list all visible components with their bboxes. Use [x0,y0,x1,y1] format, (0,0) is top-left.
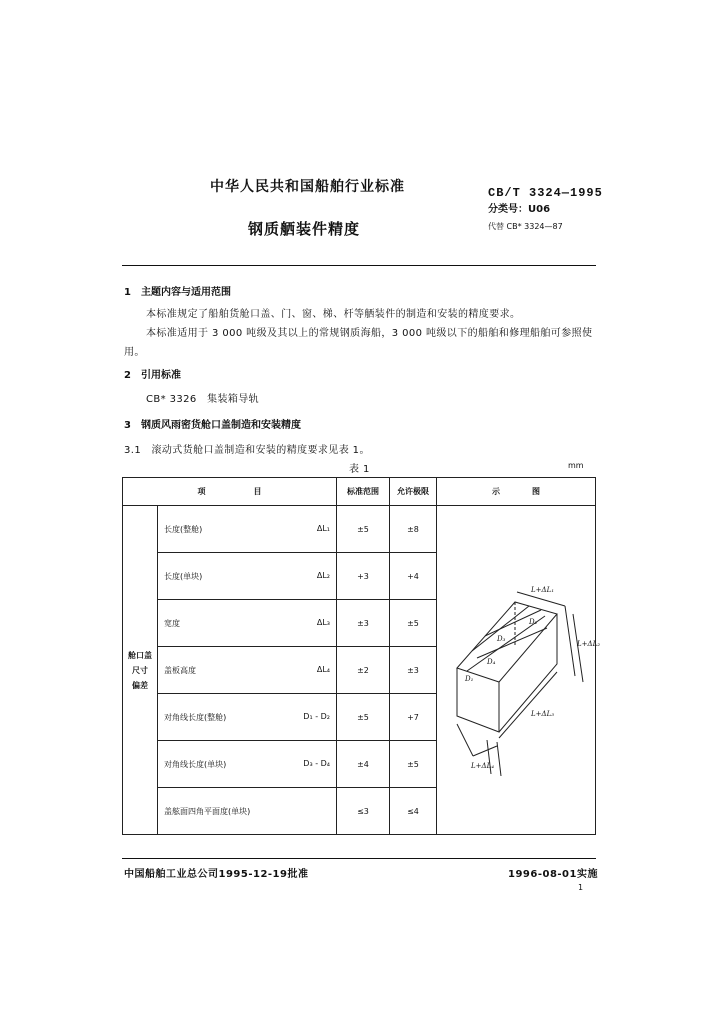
diagram-cell [437,506,601,835]
row-allowed: +4 [390,553,437,600]
section-3-1-text: 3.1 滚动式货舱口盖制造和安装的精度要求见表 1。 [124,445,370,456]
row-standard: ±3 [337,600,390,647]
header-diagram: 示 图 [437,478,596,506]
row-allowed: ±5 [390,741,437,788]
label-d3: D₃ [497,635,506,643]
standard-code: CB/T 3324—1995 [488,186,603,200]
row-name: 盖舷面四角平面度(单块) [158,788,337,835]
row-standard: ±4 [337,741,390,788]
label-d4: D₄ [487,658,496,666]
row-allowed: +7 [390,694,437,741]
section-2-heading: 2 引用标准 [124,370,181,381]
table-caption: 表 1 [349,464,370,475]
group-label: 舱口盖 尺寸 偏差 [123,506,158,835]
label-width: L+ΔL₃ [531,710,555,718]
row-allowed: ±8 [390,506,437,553]
section-3-heading: 3 钢质风雨密货舱口盖制造和安装精度 [124,420,301,431]
row-standard: ±2 [337,647,390,694]
classification-code: 分类号：U06 [488,204,551,215]
header-rule [122,265,596,266]
row-name: 对角线长度(整舱) D₁ - D₂ [158,694,337,741]
table-unit: mm [568,461,584,470]
row-name: 盖板高度 ΔL₄ [158,647,337,694]
section-1-paragraph-1: 本标准规定了船舶货舱口盖、门、窗、梯、杆等舾装件的制造和安装的精度要求。 [146,309,521,320]
label-length-total: L+ΔL₁ [531,586,555,594]
label-d1: D₁ [465,675,474,683]
page-number: 1 [578,883,584,892]
label-length-segment: L+ΔL₂ [577,640,601,648]
row-standard: ≤3 [337,788,390,835]
section-1-paragraph-2: 本标准适用于 3 000 吨级及其以上的常规钢质海船，3 000 吨级以下的船舶和修理船舶可参照使 [146,328,593,339]
header-item: 项 目 [123,478,337,506]
tolerance-table [122,477,601,835]
footer-rule [122,858,596,859]
row-allowed: ±5 [390,600,437,647]
replaces-note: 代替 CB* 3324—87 [488,222,563,231]
effective-date: 1996-08-01实施 [508,869,598,880]
row-name: 长度(单块) ΔL₂ [158,553,337,600]
label-d2: D₂ [529,618,538,626]
section-1-paragraph-2-cont: 用。 [124,347,145,358]
row-standard: ±5 [337,506,390,553]
row-name: 对角线长度(单块) D₃ - D₄ [158,741,337,788]
hatch-cover-diagram [437,506,601,832]
row-standard: +3 [337,553,390,600]
document-title: 钢质舾装件精度 [248,220,361,238]
header-allowed-limit: 允许极限 [390,478,437,506]
approval-line: 中国船舶工业总公司1995-12-19批准 [124,869,309,880]
row-allowed: ±3 [390,647,437,694]
section-1-heading: 1 主题内容与适用范围 [124,287,231,298]
header-standard-range: 标准范围 [337,478,390,506]
normative-reference: CB* 3326 集装箱导轨 [146,394,260,405]
row-name: 宽度 ΔL₃ [158,600,337,647]
row-allowed: ≤4 [390,788,437,835]
label-height: L+ΔL₄ [471,762,495,770]
org-title: 中华人民共和国船舶行业标准 [210,179,405,195]
row-name: 长度(整舱) ΔL₁ [158,506,337,553]
row-standard: ±5 [337,694,390,741]
